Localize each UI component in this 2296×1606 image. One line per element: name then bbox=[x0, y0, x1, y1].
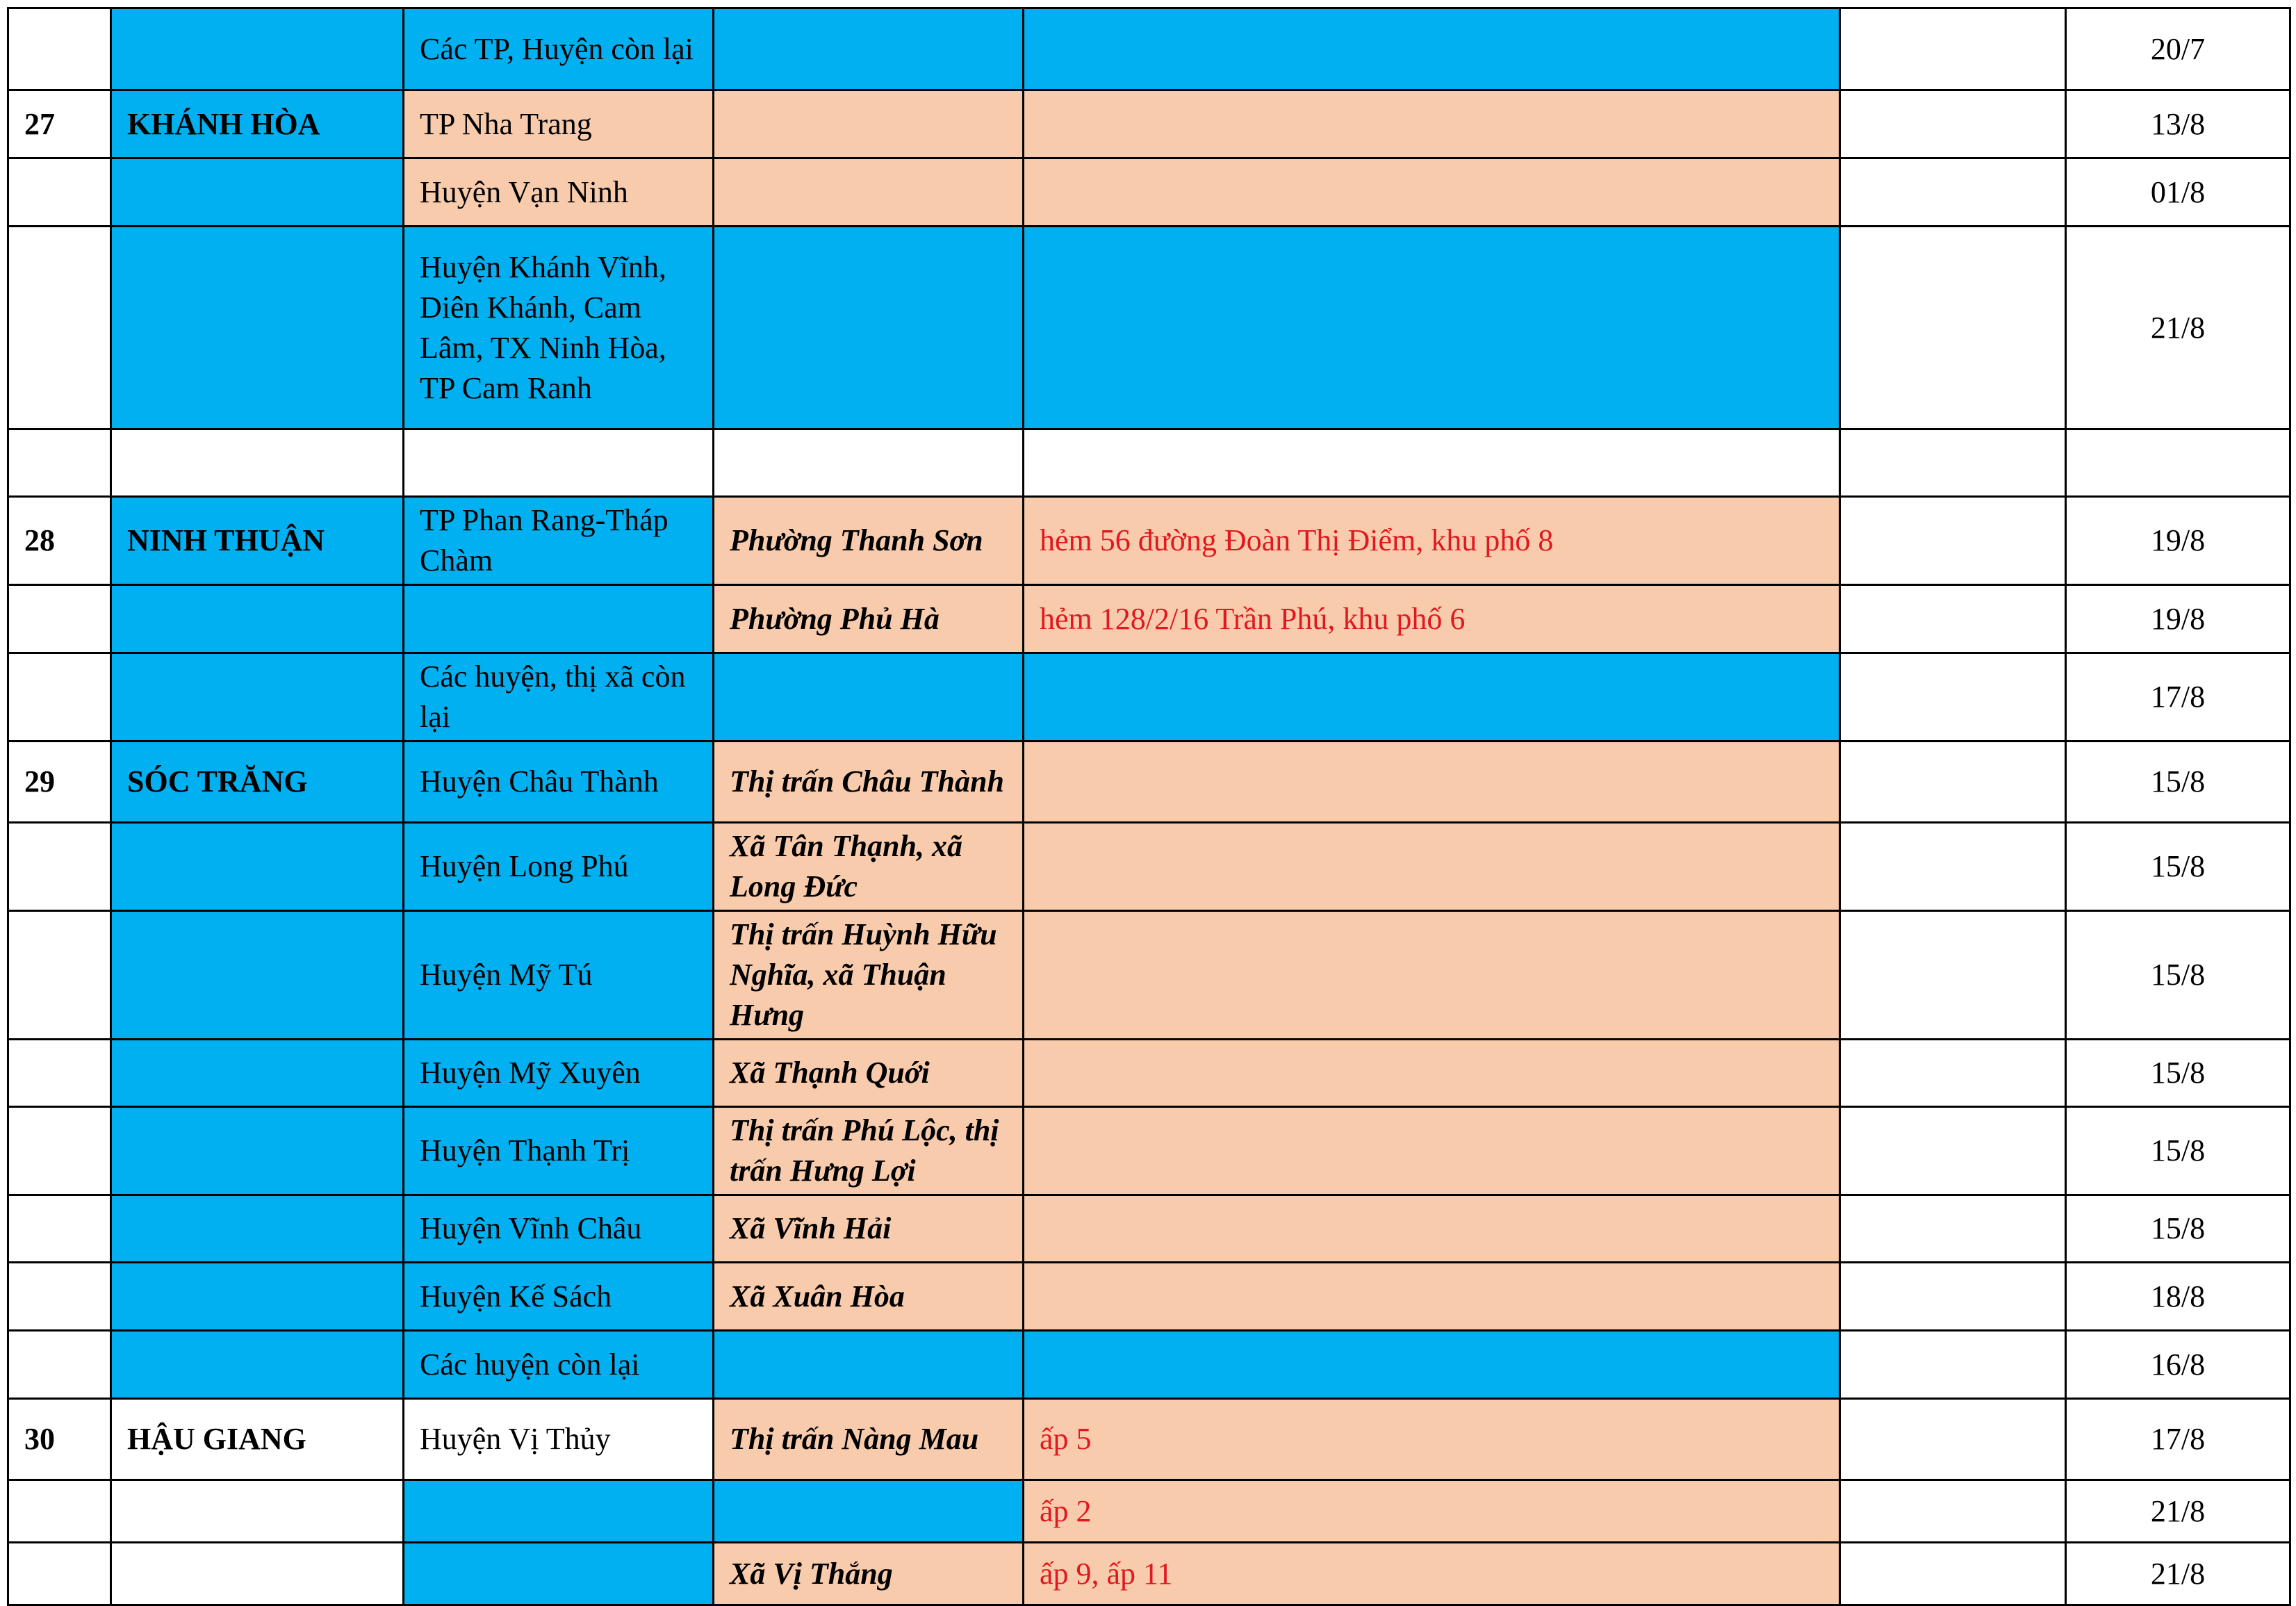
table-row bbox=[8, 653, 2290, 741]
ward-cell bbox=[714, 158, 1024, 227]
row-number-cell bbox=[8, 1195, 111, 1263]
row-number-cell: 27 bbox=[8, 90, 111, 158]
ward-cell bbox=[714, 653, 1024, 741]
ward-cell bbox=[714, 1480, 1024, 1543]
note-cell bbox=[1840, 585, 2066, 653]
date-cell: 15/8 bbox=[2066, 1107, 2290, 1195]
note-cell bbox=[1840, 1263, 2066, 1331]
table-row bbox=[8, 158, 2290, 227]
province-cell bbox=[111, 158, 404, 227]
district-cell: Huyện Long Phú bbox=[404, 823, 714, 911]
note-cell bbox=[1840, 158, 2066, 227]
table-row bbox=[8, 823, 2290, 911]
address-cell bbox=[1024, 911, 1840, 1040]
district-cell: Huyện Khánh Vĩnh, Diên Khánh, Cam Lâm, TX Ninh Hòa, TP Cam Ranh bbox=[404, 227, 714, 429]
address-cell bbox=[1024, 1331, 1840, 1399]
row-number-cell: 30 bbox=[8, 1399, 111, 1480]
date-cell bbox=[2066, 429, 2290, 497]
table-row bbox=[8, 1040, 2290, 1107]
note-cell bbox=[1840, 1040, 2066, 1107]
row-number-cell bbox=[8, 823, 111, 911]
table-row bbox=[8, 1331, 2290, 1399]
province-cell bbox=[111, 429, 404, 497]
date-cell: 21/8 bbox=[2066, 227, 2290, 429]
table-row bbox=[8, 1195, 2290, 1263]
ward-cell: Thị trấn Phú Lộc, thị trấn Hưng Lợi bbox=[714, 1107, 1024, 1195]
ward-cell: Xã Xuân Hòa bbox=[714, 1263, 1024, 1331]
district-cell bbox=[404, 429, 714, 497]
province-cell bbox=[111, 1195, 404, 1263]
address-cell: ấp 5 bbox=[1024, 1399, 1840, 1480]
row-number-cell bbox=[8, 585, 111, 653]
province-cell bbox=[111, 1331, 404, 1399]
address-cell bbox=[1024, 1107, 1840, 1195]
district-cell: Huyện Châu Thành bbox=[404, 741, 714, 823]
district-cell: Huyện Mỹ Tú bbox=[404, 911, 714, 1040]
date-cell: 15/8 bbox=[2066, 741, 2290, 823]
ward-cell bbox=[714, 227, 1024, 429]
address-cell bbox=[1024, 429, 1840, 497]
note-cell bbox=[1840, 1195, 2066, 1263]
province-cell bbox=[111, 1107, 404, 1195]
date-cell: 21/8 bbox=[2066, 1480, 2290, 1543]
address-cell: hẻm 56 đường Đoàn Thị Điểm, khu phố 8 bbox=[1024, 497, 1840, 585]
date-cell: 15/8 bbox=[2066, 823, 2290, 911]
row-number-cell bbox=[8, 1331, 111, 1399]
table-row bbox=[8, 1263, 2290, 1331]
date-cell: 21/8 bbox=[2066, 1543, 2290, 1605]
ward-cell bbox=[714, 1331, 1024, 1399]
address-cell bbox=[1024, 823, 1840, 911]
ward-cell: Xã Thạnh Quới bbox=[714, 1040, 1024, 1107]
date-cell: 19/8 bbox=[2066, 585, 2290, 653]
date-cell: 19/8 bbox=[2066, 497, 2290, 585]
province-cell: NINH THUẬN bbox=[111, 497, 404, 585]
row-number-cell bbox=[8, 158, 111, 227]
district-cell bbox=[404, 585, 714, 653]
ward-cell bbox=[714, 429, 1024, 497]
province-cell bbox=[111, 1263, 404, 1331]
province-cell bbox=[111, 585, 404, 653]
table-row bbox=[8, 911, 2290, 1040]
date-cell: 16/8 bbox=[2066, 1331, 2290, 1399]
province-cell bbox=[111, 1543, 404, 1605]
row-number-cell: 28 bbox=[8, 497, 111, 585]
date-cell: 15/8 bbox=[2066, 1040, 2290, 1107]
province-cell bbox=[111, 8, 404, 90]
schedule-table bbox=[7, 7, 2291, 1606]
table-row bbox=[8, 585, 2290, 653]
table-row bbox=[8, 1107, 2290, 1195]
address-cell bbox=[1024, 90, 1840, 158]
note-cell bbox=[1840, 741, 2066, 823]
ward-cell: Thị trấn Nàng Mau bbox=[714, 1399, 1024, 1480]
row-number-cell bbox=[8, 429, 111, 497]
table-row bbox=[8, 1543, 2290, 1605]
ward-cell: Xã Vĩnh Hải bbox=[714, 1195, 1024, 1263]
address-cell: ấp 9, ấp 11 bbox=[1024, 1543, 1840, 1605]
date-cell: 15/8 bbox=[2066, 911, 2290, 1040]
ward-cell: Phường Thanh Sơn bbox=[714, 497, 1024, 585]
table-row bbox=[8, 8, 2290, 90]
table-row bbox=[8, 90, 2290, 158]
note-cell bbox=[1840, 227, 2066, 429]
province-cell: HẬU GIANG bbox=[111, 1399, 404, 1480]
table-row bbox=[8, 497, 2290, 585]
ward-cell bbox=[714, 90, 1024, 158]
table-row bbox=[8, 1399, 2290, 1480]
note-cell bbox=[1840, 1107, 2066, 1195]
province-cell: SÓC TRĂNG bbox=[111, 741, 404, 823]
address-cell bbox=[1024, 1263, 1840, 1331]
district-cell: TP Phan Rang-Tháp Chàm bbox=[404, 497, 714, 585]
ward-cell: Xã Tân Thạnh, xã Long Đức bbox=[714, 823, 1024, 911]
province-cell bbox=[111, 227, 404, 429]
table-row bbox=[8, 1480, 2290, 1543]
ward-cell bbox=[714, 8, 1024, 90]
row-number-cell bbox=[8, 1107, 111, 1195]
province-cell bbox=[111, 1040, 404, 1107]
row-number-cell bbox=[8, 653, 111, 741]
note-cell bbox=[1840, 1331, 2066, 1399]
province-cell bbox=[111, 653, 404, 741]
date-cell: 15/8 bbox=[2066, 1195, 2290, 1263]
district-cell: Huyện Thạnh Trị bbox=[404, 1107, 714, 1195]
note-cell bbox=[1840, 90, 2066, 158]
district-cell: Huyện Mỹ Xuyên bbox=[404, 1040, 714, 1107]
date-cell: 01/8 bbox=[2066, 158, 2290, 227]
note-cell bbox=[1840, 1543, 2066, 1605]
district-cell: Huyện Vạn Ninh bbox=[404, 158, 714, 227]
note-cell bbox=[1840, 497, 2066, 585]
address-cell bbox=[1024, 1195, 1840, 1263]
table-row bbox=[8, 227, 2290, 429]
address-cell bbox=[1024, 741, 1840, 823]
note-cell bbox=[1840, 911, 2066, 1040]
schedule-table-body bbox=[8, 8, 2290, 1605]
district-cell: Các huyện, thị xã còn lại bbox=[404, 653, 714, 741]
row-number-cell bbox=[8, 8, 111, 90]
note-cell bbox=[1840, 8, 2066, 90]
row-number-cell bbox=[8, 911, 111, 1040]
province-cell bbox=[111, 911, 404, 1040]
note-cell bbox=[1840, 429, 2066, 497]
district-cell: TP Nha Trang bbox=[404, 90, 714, 158]
district-cell: Huyện Kế Sách bbox=[404, 1263, 714, 1331]
note-cell bbox=[1840, 1399, 2066, 1480]
note-cell bbox=[1840, 1480, 2066, 1543]
district-cell: Các TP, Huyện còn lại bbox=[404, 8, 714, 90]
row-number-cell bbox=[8, 1040, 111, 1107]
ward-cell: Xã Vị Thắng bbox=[714, 1543, 1024, 1605]
table-row bbox=[8, 429, 2290, 497]
district-cell: Huyện Vĩnh Châu bbox=[404, 1195, 714, 1263]
district-cell: Huyện Vị Thủy bbox=[404, 1399, 714, 1480]
date-cell: 17/8 bbox=[2066, 1399, 2290, 1480]
row-number-cell bbox=[8, 1263, 111, 1331]
address-cell bbox=[1024, 653, 1840, 741]
ward-cell: Thị trấn Châu Thành bbox=[714, 741, 1024, 823]
ward-cell: Phường Phủ Hà bbox=[714, 585, 1024, 653]
row-number-cell bbox=[8, 1480, 111, 1543]
date-cell: 17/8 bbox=[2066, 653, 2290, 741]
address-cell bbox=[1024, 158, 1840, 227]
address-cell: ấp 2 bbox=[1024, 1480, 1840, 1543]
address-cell bbox=[1024, 227, 1840, 429]
district-cell bbox=[404, 1543, 714, 1605]
row-number-cell bbox=[8, 227, 111, 429]
province-cell bbox=[111, 1480, 404, 1543]
row-number-cell: 29 bbox=[8, 741, 111, 823]
address-cell: hẻm 128/2/16 Trần Phú, khu phố 6 bbox=[1024, 585, 1840, 653]
date-cell: 13/8 bbox=[2066, 90, 2290, 158]
note-cell bbox=[1840, 653, 2066, 741]
province-cell bbox=[111, 823, 404, 911]
date-cell: 18/8 bbox=[2066, 1263, 2290, 1331]
note-cell bbox=[1840, 823, 2066, 911]
address-cell bbox=[1024, 8, 1840, 90]
table-row bbox=[8, 741, 2290, 823]
district-cell bbox=[404, 1480, 714, 1543]
row-number-cell bbox=[8, 1543, 111, 1605]
province-cell: KHÁNH HÒA bbox=[111, 90, 404, 158]
ward-cell: Thị trấn Huỳnh Hữu Nghĩa, xã Thuận Hưng bbox=[714, 911, 1024, 1040]
date-cell: 20/7 bbox=[2066, 8, 2290, 90]
district-cell: Các huyện còn lại bbox=[404, 1331, 714, 1399]
address-cell bbox=[1024, 1040, 1840, 1107]
